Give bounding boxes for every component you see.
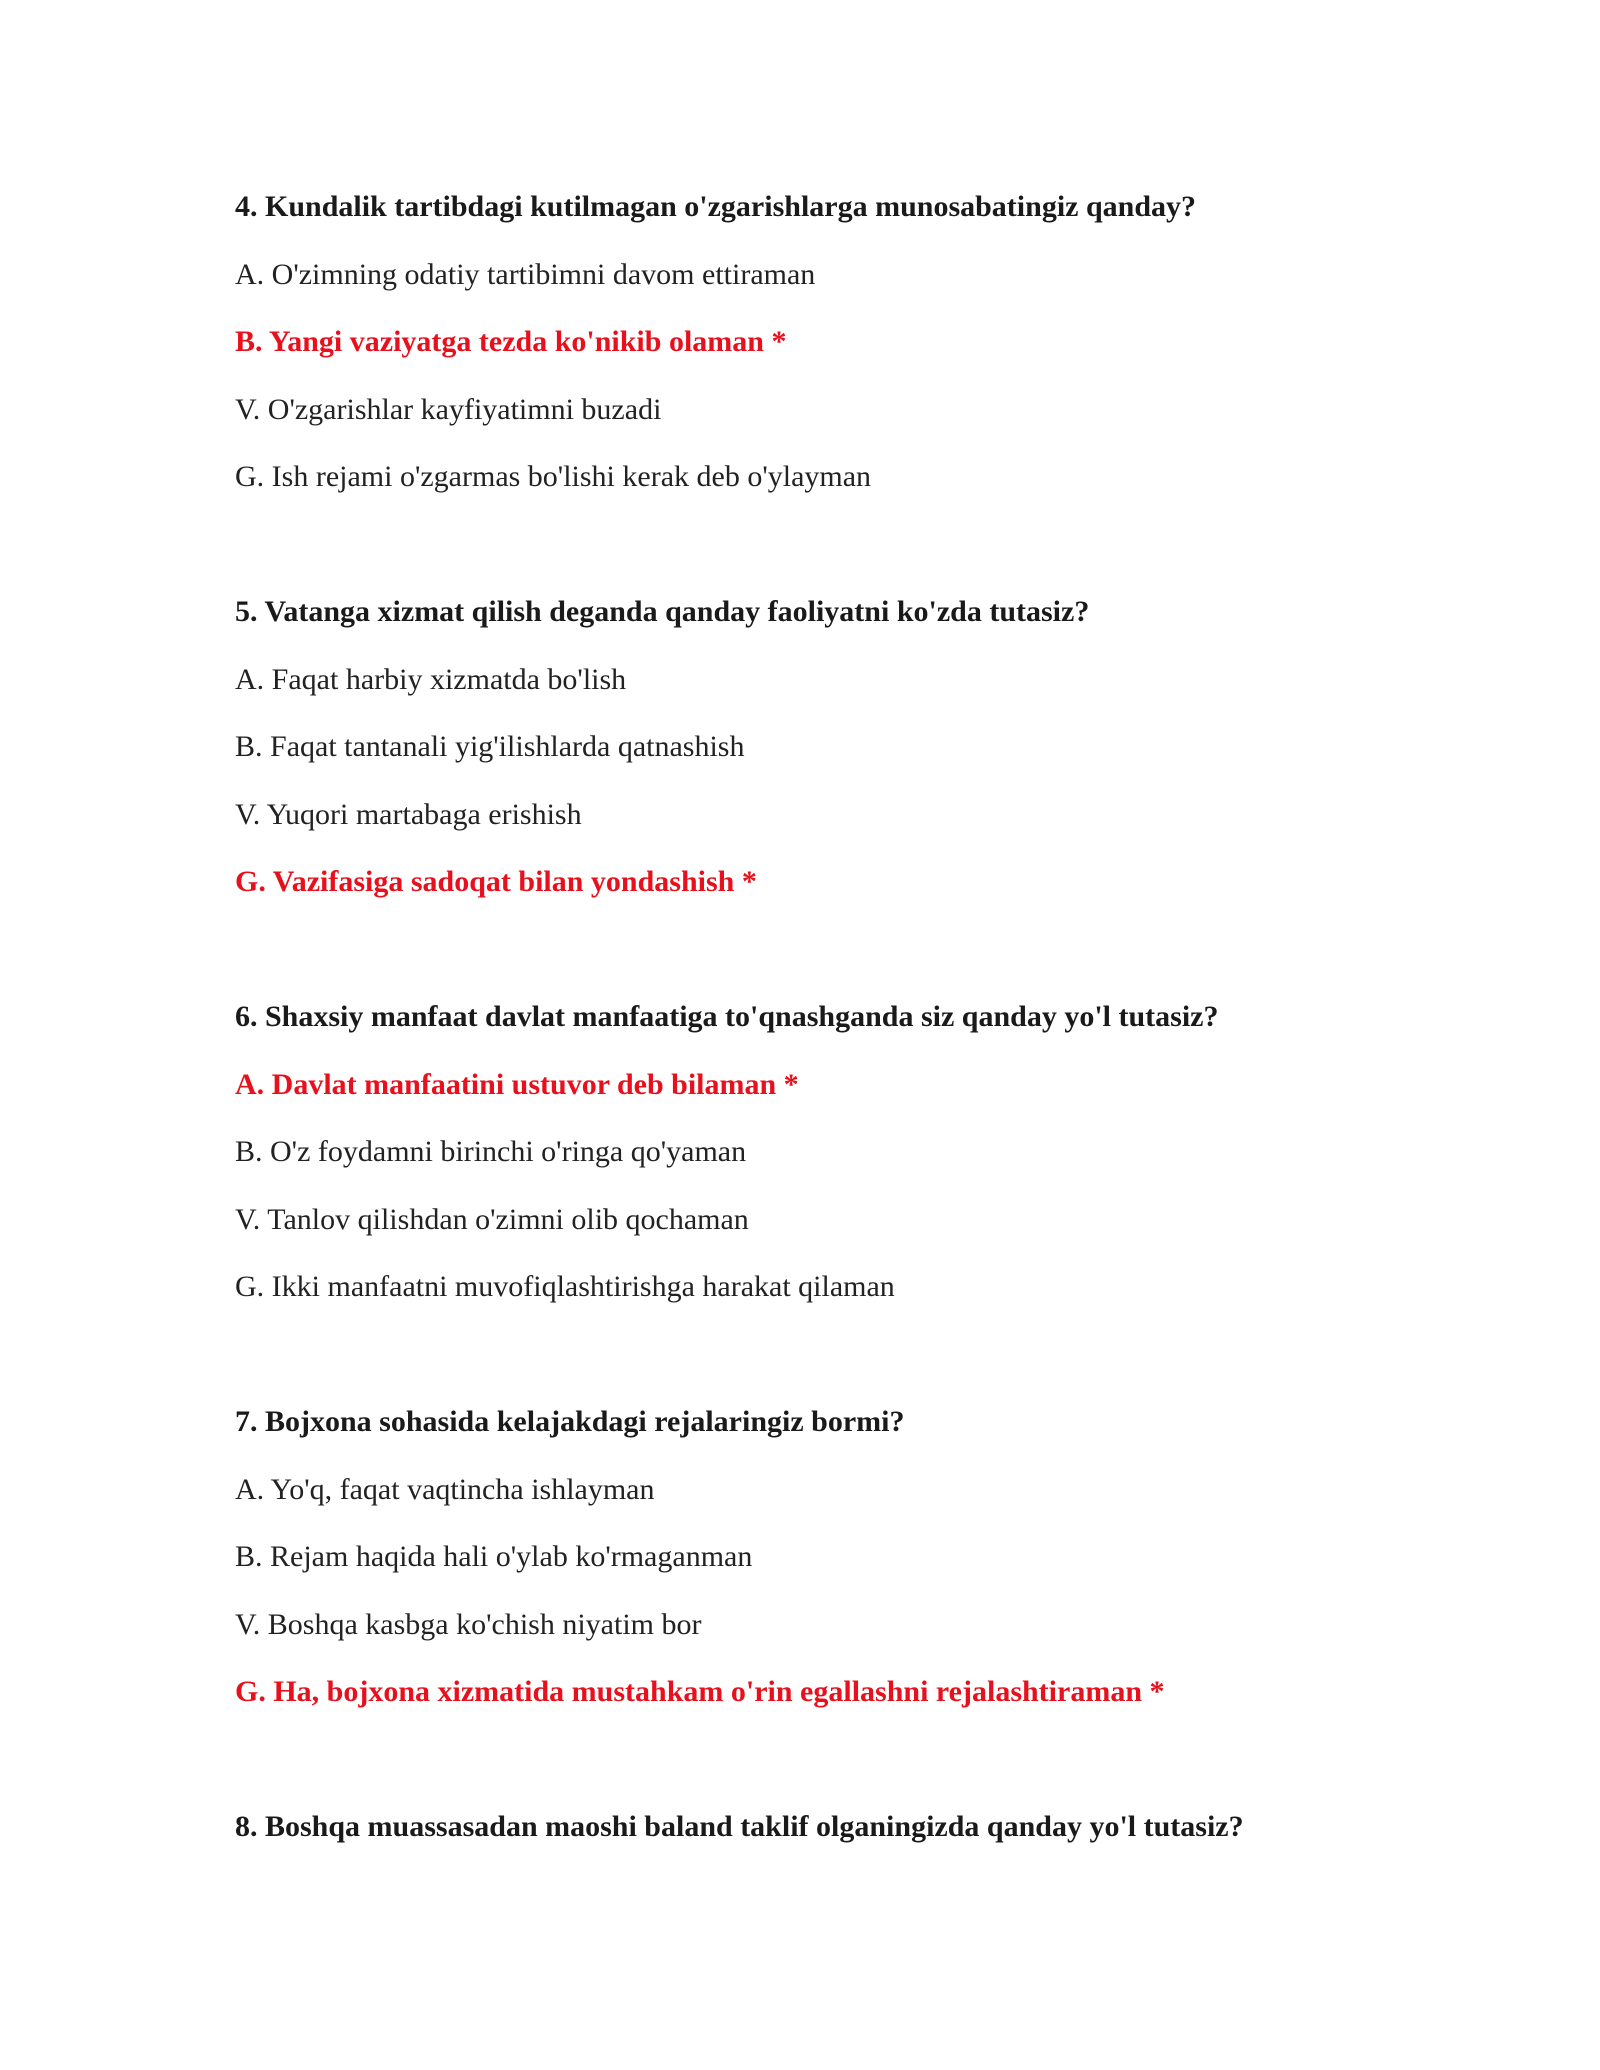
answer-option: B. Rejam haqida hali o'ylab ko'rmaganman — [235, 1540, 753, 1573]
question-block — [235, 983, 1435, 1321]
question-text: 4. Kundalik tartibdagi kutilmagan o'zgarishlarga munosabatingiz qanday? — [235, 190, 1197, 223]
question-text: 5. Vatanga xizmat qilish deganda qanday faoliyatni ko'zda tutasiz? — [235, 595, 1090, 628]
answer-option: V. Yuqori martabaga erishish — [235, 797, 582, 831]
question-block — [235, 173, 1435, 511]
correct-answer-option: B. Yangi vaziyatga tezda ko'nikib olaman * — [235, 325, 787, 358]
correct-answer-option: A. Davlat manfaatini ustuvor deb bilaman * — [235, 1067, 799, 1101]
question-text: 7. Bojxona sohasida kelajakdagi rejalaringiz bormi? — [235, 1405, 905, 1438]
question-text: 8. Boshqa muassasadan maoshi baland taklif olganingizda qanday yo'l tutasiz? — [235, 1810, 1244, 1843]
correct-answer-option: G. Vazifasiga sadoqat bilan yondashish * — [235, 865, 757, 898]
answer-option: A. O'zimning odatiy tartibimni davom ettiraman — [235, 257, 816, 291]
answer-option: B. Faqat tantanali yig'ilishlarda qatnashish — [235, 730, 745, 763]
correct-answer-option: G. Ha, bojxona xizmatida mustahkam o'rin egallashni rejalashtiraman * — [235, 1675, 1165, 1708]
question-block — [235, 1388, 1435, 1726]
answer-option: A. Yo'q, faqat vaqtincha ishlayman — [235, 1472, 655, 1506]
answer-option: G. Ish rejami o'zgarmas bo'lishi kerak deb o'ylayman — [235, 460, 872, 493]
answer-option: V. O'zgarishlar kayfiyatimni buzadi — [235, 392, 662, 426]
question-block — [235, 1793, 1435, 1861]
answer-option: V. Boshqa kasbga ko'chish niyatim bor — [235, 1607, 702, 1641]
answer-option: A. Faqat harbiy xizmatda bo'lish — [235, 662, 627, 696]
answer-option: B. O'z foydamni birinchi o'ringa qo'yaman — [235, 1135, 747, 1168]
question-block — [235, 578, 1435, 916]
answer-option: V. Tanlov qilishdan o'zimni olib qochaman — [235, 1202, 749, 1236]
question-text: 6. Shaxsiy manfaat davlat manfaatiga to'qnashganda siz qanday yo'l tutasiz? — [235, 1000, 1219, 1033]
answer-option: G. Ikki manfaatni muvofiqlashtirishga harakat qilaman — [235, 1270, 895, 1303]
